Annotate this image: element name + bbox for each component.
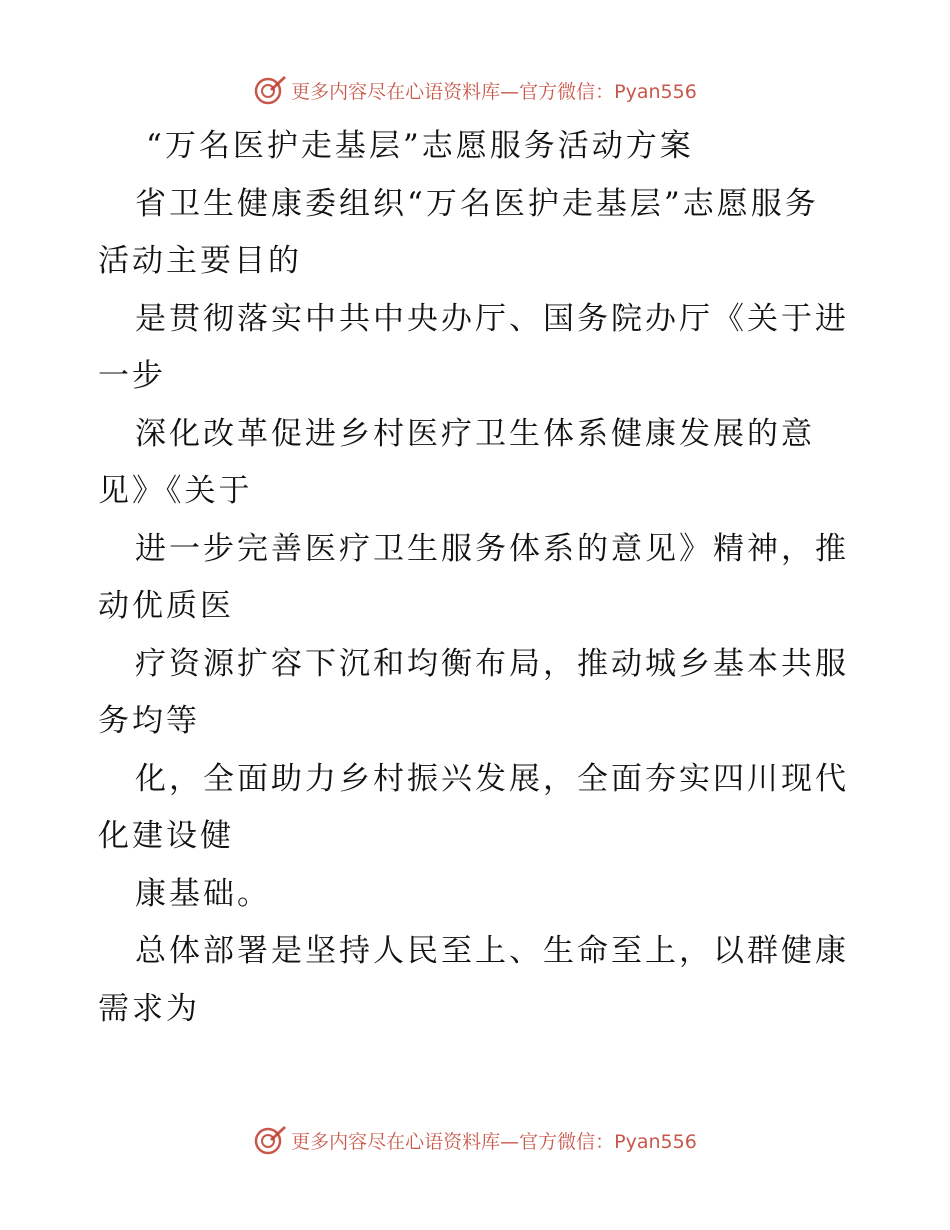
text-line: 康基础。 xyxy=(135,875,271,912)
document-title: “万名医护走基层”志愿服务活动方案 xyxy=(146,128,694,164)
watermark-text: 更多内容尽在心语资料库—官方微信：Pyan556 xyxy=(291,1130,697,1153)
text-line: 进一步完善医疗卫生服务体系的意见》精神，推 xyxy=(135,530,849,567)
pen-logo-icon xyxy=(253,73,287,107)
text-line: 见》《关于 xyxy=(98,473,253,509)
text-line: 务均等 xyxy=(98,703,200,739)
text-line: 化，全面助力乡村振兴发展，全面夯实四川现代 xyxy=(135,760,849,797)
footer-watermark xyxy=(0,1120,950,1160)
text-line: 总体部署是坚持人民至上、生命至上，以群健康 xyxy=(135,933,849,969)
header-watermark xyxy=(0,70,950,110)
text-line: 活动主要目的 xyxy=(98,243,302,279)
text-line: 需求为 xyxy=(98,990,200,1027)
watermark-text: 更多内容尽在心语资料库—官方微信：Pyan556 xyxy=(291,80,697,103)
pen-logo-icon xyxy=(253,1123,287,1157)
text-line: 是贯彻落实中共中央办厅、国务院办厅《关于进 xyxy=(135,300,849,337)
text-line: 化建设健 xyxy=(98,818,234,854)
text-line: 省卫生健康委组织“万名医护走基层”志愿服务 xyxy=(135,185,819,222)
text-line: 动优质医 xyxy=(98,588,234,624)
text-line: 疗资源扩容下沉和均衡布局，推动城乡基本共服 xyxy=(135,645,849,682)
text-line: 深化改革促进乡村医疗卫生体系健康发展的意 xyxy=(135,415,815,452)
document-body xyxy=(98,118,858,1038)
text-line: 一步 xyxy=(98,358,166,394)
